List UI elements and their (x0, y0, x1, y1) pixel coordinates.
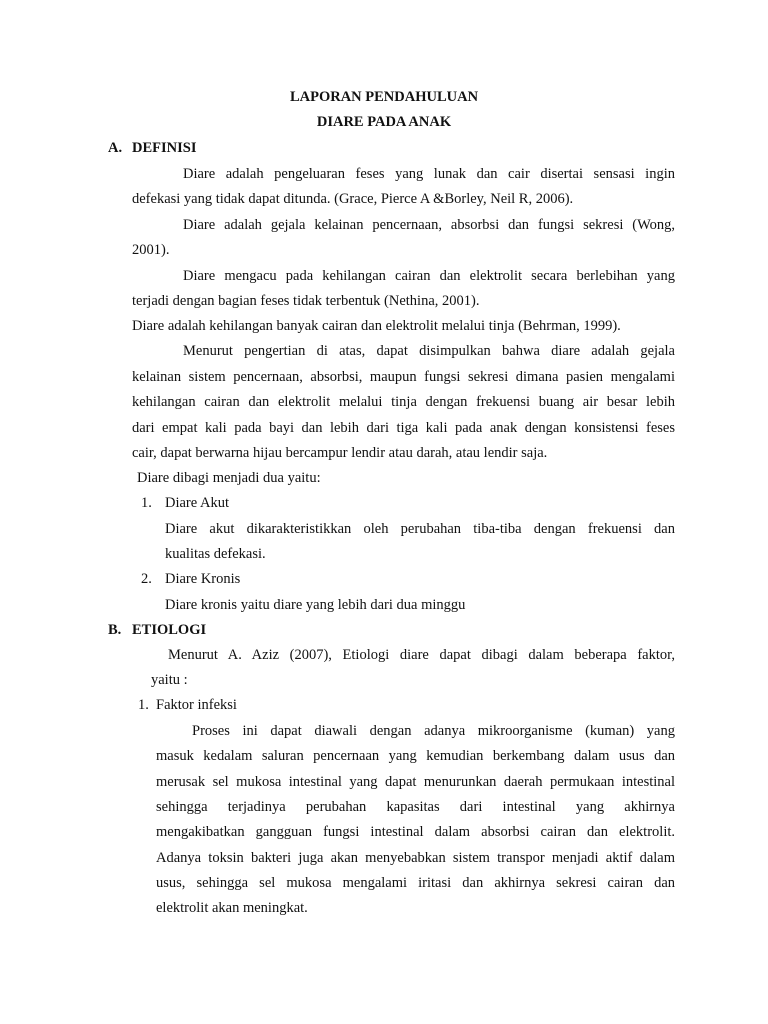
factor-paragraph-line: Adanya toksin bakteri juga akan menyebabkan sistem transpor menjadi aktif dalam (156, 850, 675, 866)
section-a-letter: A. (108, 140, 123, 156)
definition-paragraph-line: Diare mengacu pada kehilangan cairan dan elektrolit secara berlebihan yang (183, 268, 675, 284)
etiology-intro-line: Menurut A. Aziz (2007), Etiologi diare dapat dibagi dalam beberapa faktor, (168, 647, 675, 663)
factor-paragraph-line: merusak sel mukosa intestinal yang dapat menurunkan daerah permukaan intestinal (156, 774, 675, 790)
definition-paragraph-line: 2001). (132, 242, 170, 258)
list-item-text: kualitas defekasi. (165, 546, 266, 562)
list-item-text: Diare akut dikarakteristikkan oleh perubahan tiba-tiba dengan frekuensi dan (165, 521, 675, 537)
list-item-title: Diare Kronis (165, 571, 241, 587)
list-item-number: 2. (141, 571, 152, 587)
summary-paragraph-line: dari empat kali pada bayi dan lebih dari tiga kali pada anak dengan konsistensi feses (132, 420, 675, 436)
list-item-text: Diare kronis yaitu diare yang lebih dari dua minggu (165, 597, 466, 613)
definition-paragraph-line: Diare adalah pengeluaran feses yang lunak dan cair disertai sensasi ingin (183, 166, 675, 182)
etiology-intro-line: yaitu : (151, 672, 188, 688)
factor-paragraph-line: usus, sehingga sel mukosa mengalami iritasi dan akhirnya sekresi cairan dan (156, 875, 675, 891)
section-a-heading: DEFINISI (132, 140, 197, 156)
document-subtitle: DIARE PADA ANAK (316, 114, 452, 130)
list-item-number: 1. (141, 495, 152, 511)
definition-paragraph-line: Diare adalah kehilangan banyak cairan dan elektrolit melalui tinja (Behrman, 1999). (132, 318, 621, 334)
factor-paragraph-line: masuk kedalam saluran pencernaan yang kemudian berkembang dalam usus dan (156, 748, 675, 764)
document-title: LAPORAN PENDAHULUAN (289, 89, 479, 105)
definition-paragraph-line: Diare adalah gejala kelainan pencernaan, absorbsi dan fungsi sekresi (Wong, (183, 217, 675, 233)
factor-number: 1. (138, 697, 149, 713)
section-b-letter: B. (108, 622, 122, 638)
summary-paragraph-line: cair, dapat berwarna hijau bercampur lendir atau darah, atau lendir saja. (132, 445, 548, 461)
factor-paragraph-line: sehingga terjadinya perubahan kapasitas dari intestinal yang akhirnya (156, 799, 675, 815)
classification-intro: Diare dibagi menjadi dua yaitu: (137, 470, 321, 486)
list-item-title: Diare Akut (165, 495, 230, 511)
summary-paragraph-line: Menurut pengertian di atas, dapat disimpulkan bahwa diare adalah gejala (183, 343, 675, 359)
section-b-heading: ETIOLOGI (132, 622, 207, 638)
definition-paragraph-line: terjadi dengan bagian feses tidak terbentuk (Nethina, 2001). (132, 293, 480, 309)
definition-paragraph-line: defekasi yang tidak dapat ditunda. (Grace, Pierce A &Borley, Neil R, 2006). (132, 191, 574, 207)
factor-paragraph-line: mengakibatkan gangguan fungsi intestinal dalam absorbsi cairan dan elektrolit. (156, 824, 675, 840)
factor-paragraph-line: elektrolit akan meningkat. (156, 900, 308, 916)
factor-title: Faktor infeksi (156, 697, 237, 713)
factor-paragraph-line: Proses ini dapat diawali dengan adanya mikroorganisme (kuman) yang (192, 723, 675, 739)
summary-paragraph-line: kehilangan cairan dan elektrolit melalui tinja dengan frekuensi buang air besar lebih (132, 394, 675, 410)
summary-paragraph-line: kelainan sistem pencernaan, absorbsi, maupun fungsi sekresi dimana pasien mengalami (132, 369, 675, 385)
